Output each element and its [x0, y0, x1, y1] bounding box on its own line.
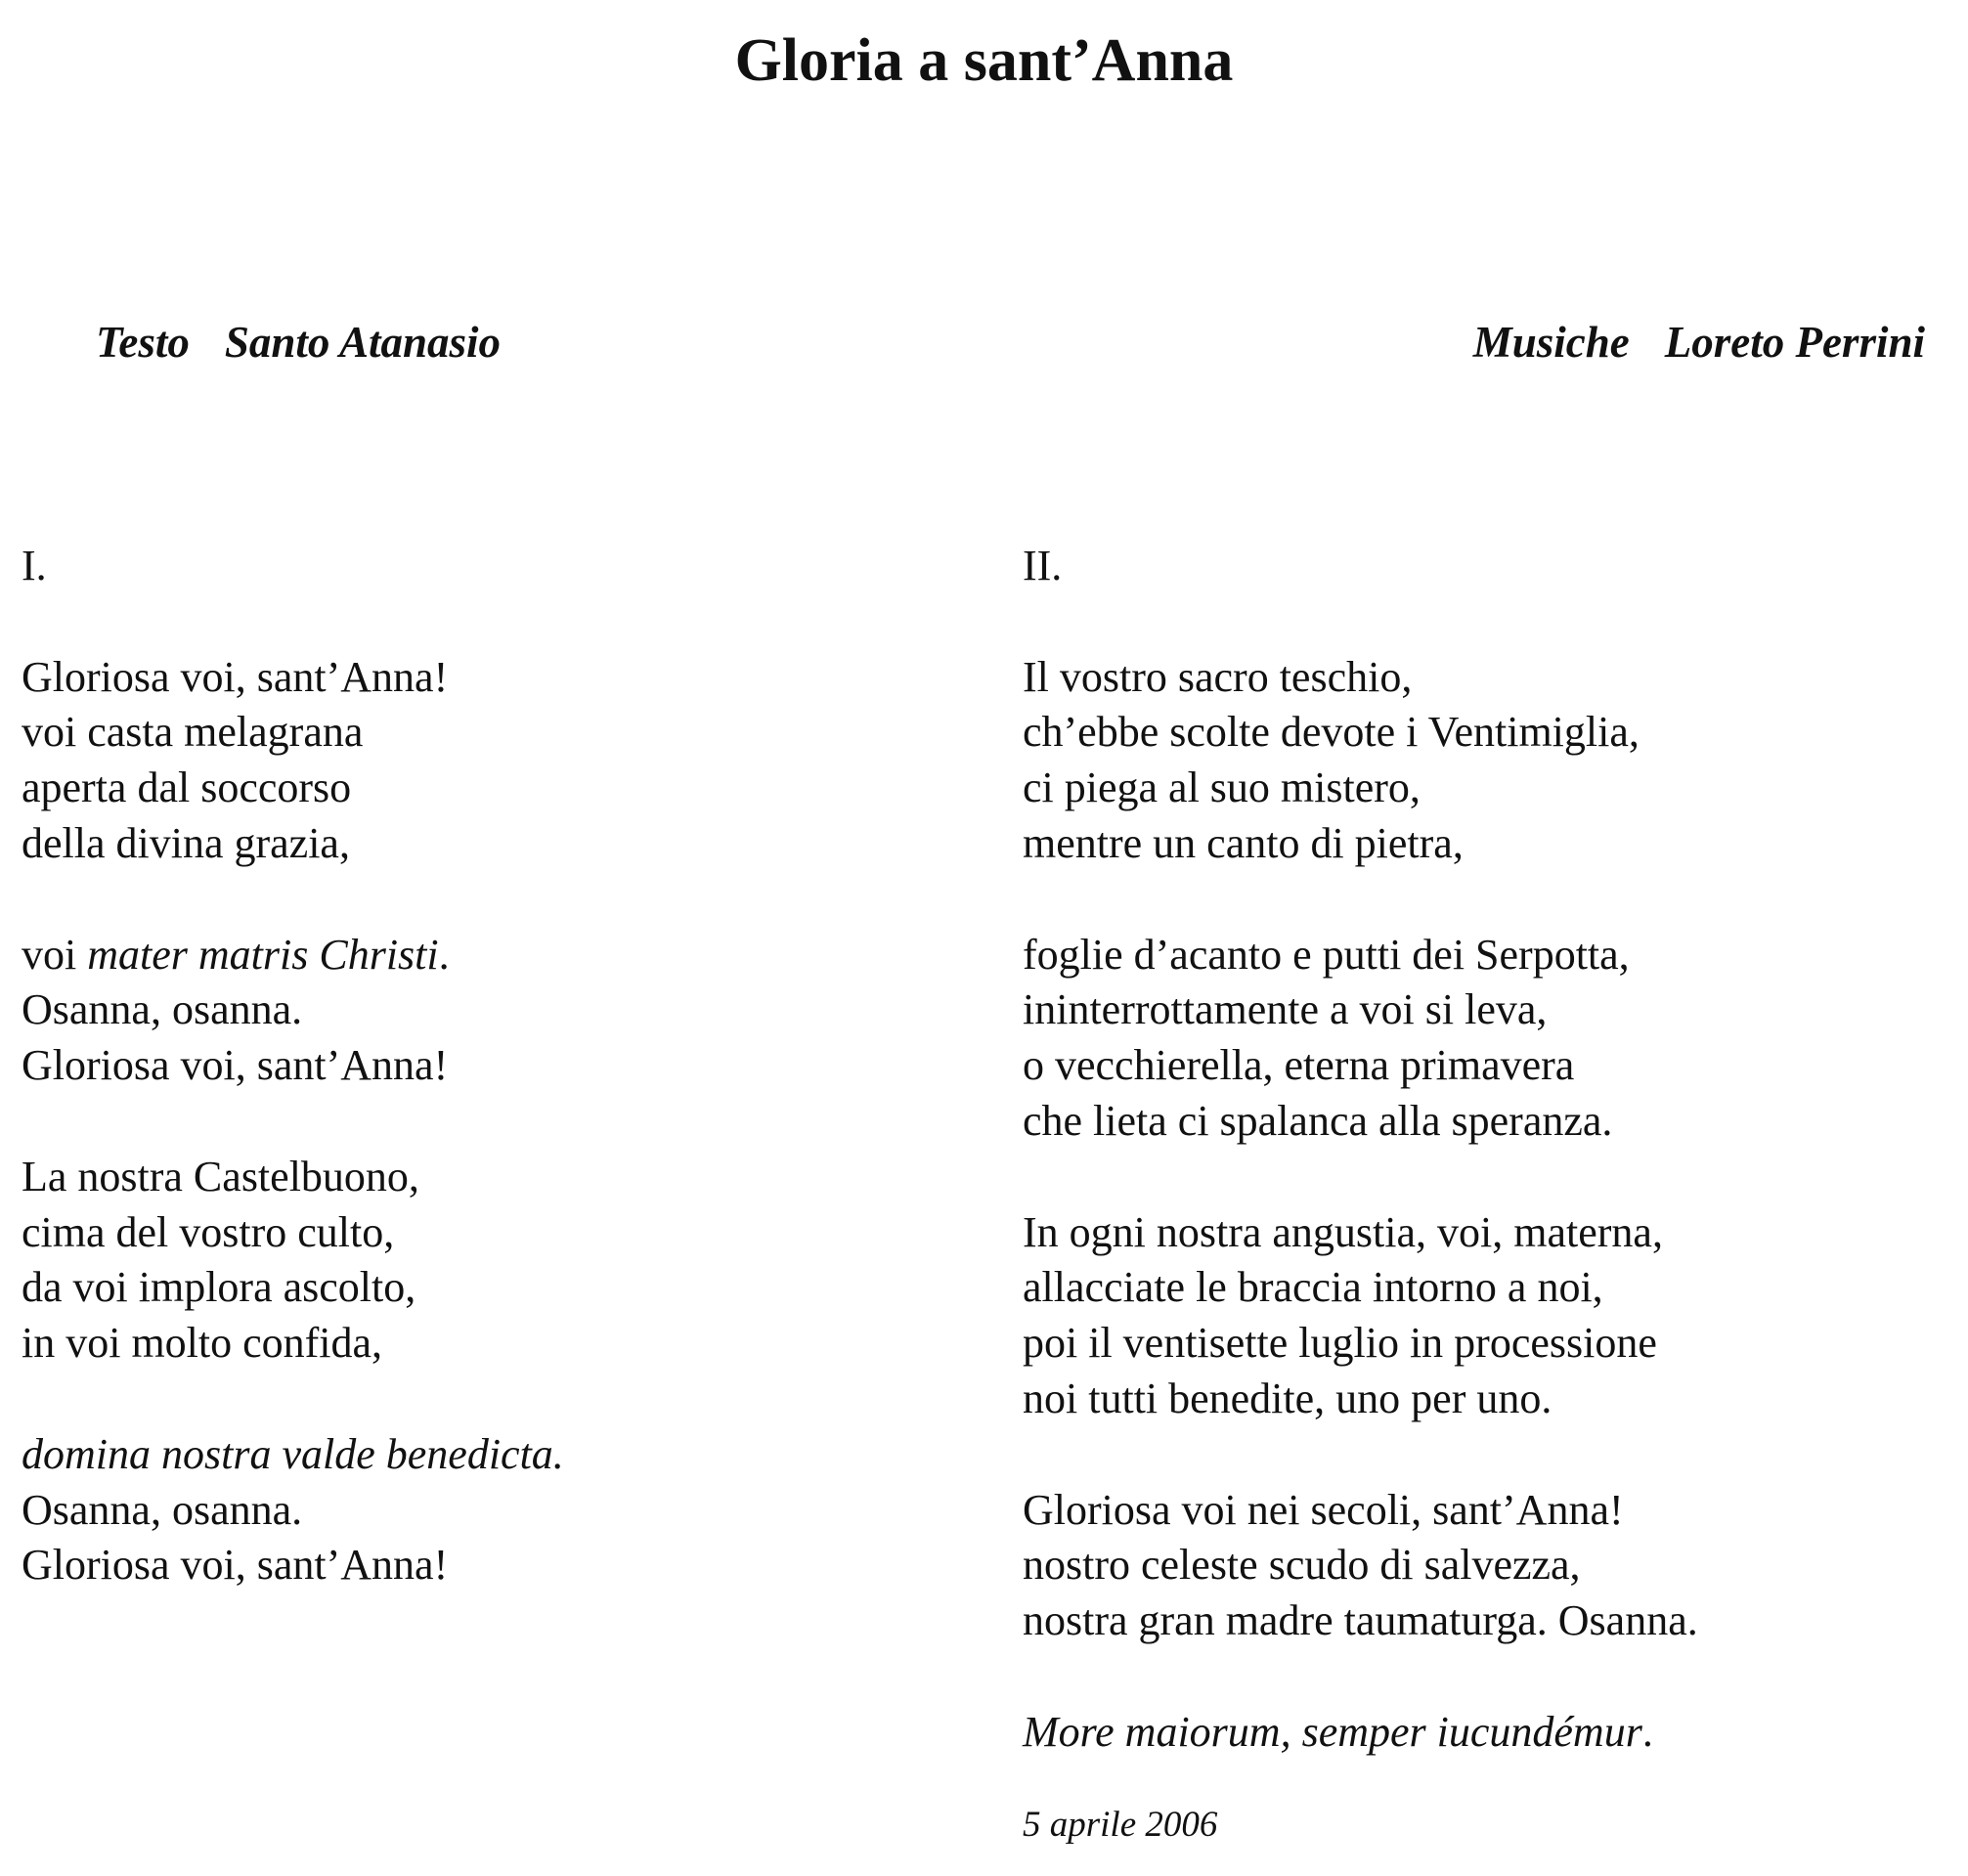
part-two	[1023, 539, 1942, 1761]
latin-motto	[1023, 1705, 1942, 1761]
verse-line: poi il ventisette luglio in processione	[1023, 1319, 1657, 1368]
stanza-5	[1023, 650, 1942, 872]
music-label: Musiche	[1472, 318, 1630, 367]
stanza-8	[1023, 1483, 1942, 1649]
verse-punct: .	[438, 930, 450, 979]
stanza-4	[22, 1427, 960, 1593]
music-credit	[1473, 313, 1925, 371]
verse-line: della divina grazia,	[22, 818, 350, 867]
verse-line: Gloriosa voi, sant’Anna!	[22, 1541, 449, 1590]
verse-line: cima del vostro culto,	[22, 1207, 395, 1256]
verse-line	[22, 928, 960, 983]
verse-line: mentre un canto di pietra,	[1023, 818, 1464, 867]
lyrics-credit	[96, 313, 501, 371]
lyrics-label: Testo	[96, 318, 190, 367]
part-one-numeral: I.	[22, 542, 47, 589]
stanza-2	[22, 928, 960, 1094]
stanza-3	[22, 1150, 960, 1372]
verse-line: ininterrottamente a voi si leva,	[1023, 985, 1548, 1034]
verse-line: voi casta melagrana	[22, 708, 364, 757]
part-two-numeral: II.	[1023, 542, 1063, 589]
poem-date: 5 aprile 2006	[1023, 1805, 1218, 1845]
verse-line: nostro celeste scudo di salvezza,	[1023, 1541, 1581, 1590]
verse-line: aperta dal soccorso	[22, 763, 352, 812]
verse-line: noi tutti benedite, uno per uno.	[1023, 1374, 1553, 1422]
stanza-7	[1023, 1205, 1942, 1427]
stanza-1	[22, 650, 960, 872]
motto-punct: .	[1641, 1707, 1653, 1756]
latin-motto-text: More maiorum, semper iucundémur	[1023, 1707, 1642, 1756]
stanza-6	[1023, 928, 1942, 1150]
verse-line: Osanna, osanna.	[22, 985, 303, 1034]
part-one	[22, 539, 960, 1593]
verse-line: nostra gran madre taumaturga. Osanna.	[1023, 1596, 1698, 1645]
verse-line: o vecchierella, eterna primavera	[1023, 1041, 1575, 1090]
verse-line: allacciate le braccia intorno a noi,	[1023, 1263, 1603, 1312]
latin-phrase: mater matris Christi	[87, 930, 439, 979]
latin-verse-line: domina nostra valde benedicta.	[22, 1429, 564, 1478]
lyrics-author: Santo Atanasio	[224, 318, 502, 367]
music-author: Loreto Perrini	[1664, 318, 1925, 367]
verse-line: Il vostro sacro teschio,	[1023, 652, 1413, 701]
verse-line: ch’ebbe scolte devote i Ventimiglia,	[1023, 708, 1640, 757]
verse-line: in voi molto confida,	[22, 1319, 383, 1368]
verse-line: La nostra Castelbuono,	[22, 1152, 419, 1200]
verse-line: foglie d’acanto e putti dei Serpotta,	[1023, 930, 1630, 979]
verse-line: ci piega al suo mistero,	[1023, 763, 1421, 812]
verse-line: Gloriosa voi nei secoli, sant’Anna!	[1023, 1485, 1624, 1534]
verse-line: che lieta ci spalanca alla speranza.	[1023, 1096, 1613, 1145]
verse-line: Gloriosa voi, sant’Anna!	[22, 1041, 449, 1090]
verse-line: In ogni nostra angustia, voi, materna,	[1023, 1207, 1663, 1256]
verse-line: Osanna, osanna.	[22, 1485, 303, 1534]
verse-line: Gloriosa voi, sant’Anna!	[22, 652, 449, 701]
verse-line: da voi implora ascolto,	[22, 1263, 416, 1312]
poem-title: Gloria a sant’Anna	[734, 27, 1234, 94]
verse-text: voi	[22, 930, 88, 979]
